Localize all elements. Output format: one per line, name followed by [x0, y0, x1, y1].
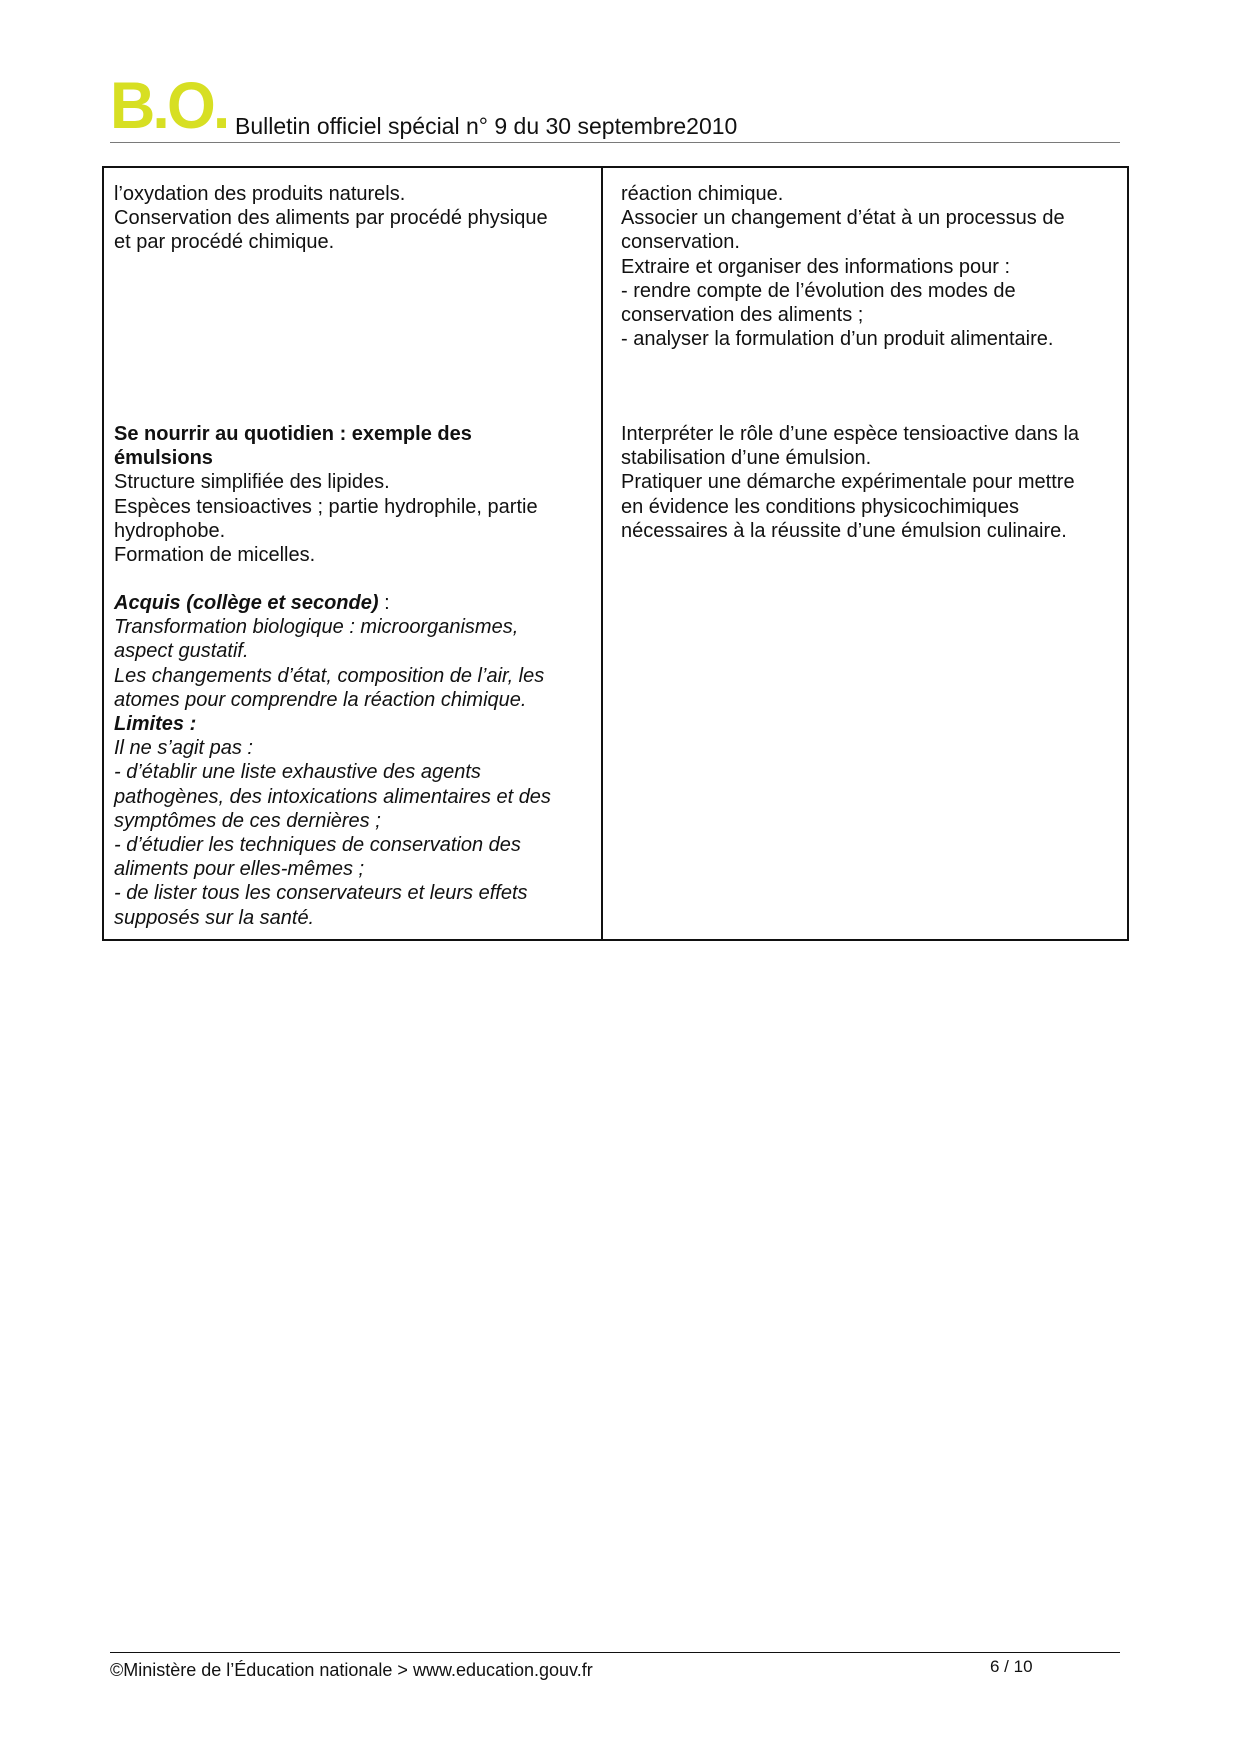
text-line: conservation.: [621, 231, 740, 254]
row1-right-cell: [621, 182, 1121, 351]
limites-line: supposés sur la santé.: [114, 906, 315, 929]
limites-line: pathogènes, des intoxications alimentaires et des: [114, 785, 551, 808]
page-header: [110, 68, 1120, 143]
limites-line: - de lister tous les conservateurs et leurs effets: [114, 882, 528, 905]
text-line: et par procédé chimique.: [114, 231, 335, 254]
page-number: 6 / 10: [990, 1657, 1033, 1676]
acquis-label: Acquis (collège et seconde): [114, 592, 379, 614]
column-divider: [601, 168, 603, 939]
text-line: nécessaires à la réussite d’une émulsion culinaire.: [621, 519, 1067, 542]
limites-line: aliments pour elles-mêmes ;: [114, 858, 365, 881]
limites-line: - d’étudier les techniques de conservation des: [114, 834, 521, 857]
row2-left-cell: [114, 422, 594, 567]
text-line: stabilisation d’une émulsion.: [621, 447, 872, 470]
text-line: Structure simplifiée des lipides.: [114, 471, 390, 494]
acquis-line: Les changements d’état, composition de l’air, les: [114, 664, 545, 687]
acquis-suffix: :: [378, 592, 390, 614]
acquis-line: aspect gustatif.: [114, 640, 249, 663]
text-line: en évidence les conditions physicochimiques: [621, 495, 1020, 518]
text-line: Interpréter le rôle d’une espèce tensioactive dans la: [621, 423, 1080, 445]
text-line: l’oxydation des produits naturels.: [114, 183, 406, 205]
acquis-limites-block: [114, 591, 594, 930]
section-heading: émulsions: [114, 447, 213, 470]
bo-logo: B.O.: [110, 68, 228, 142]
text-line: conservation des aliments ;: [621, 304, 864, 327]
text-line: Formation de micelles.: [114, 544, 316, 567]
bulletin-title: Bulletin officiel spécial n° 9 du 30 septembre2010: [235, 113, 738, 139]
limites-line: symptômes de ces dernières ;: [114, 809, 381, 832]
page-footer: [110, 1652, 1120, 1680]
limites-heading: Limites :: [114, 713, 197, 736]
section-heading: Se nourrir au quotidien : exemple des: [114, 423, 472, 445]
limites-line: - d’établir une liste exhaustive des agents: [114, 761, 481, 784]
text-line: - rendre compte de l’évolution des modes de: [621, 279, 1016, 302]
footer-copyright: ©Ministère de l’Éducation nationale > www.education.gouv.fr: [110, 1660, 593, 1680]
text-line: Espèces tensioactives ; partie hydrophile, partie: [114, 495, 538, 518]
text-line: - analyser la formulation d’un produit alimentaire.: [621, 328, 1054, 351]
text-line: réaction chimique.: [621, 183, 784, 205]
text-line: Associer un changement d’état à un processus de: [621, 207, 1065, 230]
program-table: [102, 166, 1129, 941]
text-line: Extraire et organiser des informations pour :: [621, 255, 1011, 278]
limites-line: Il ne s’agit pas :: [114, 737, 253, 760]
acquis-line: atomes pour comprendre la réaction chimique.: [114, 688, 527, 711]
row2-right-cell: [621, 422, 1121, 543]
acquis-heading: [114, 591, 594, 615]
text-line: hydrophobe.: [114, 519, 226, 542]
acquis-line: Transformation biologique : microorganismes,: [114, 616, 519, 639]
row1-left-cell: [114, 182, 594, 255]
text-line: Conservation des aliments par procédé physique: [114, 207, 548, 230]
text-line: Pratiquer une démarche expérimentale pour mettre: [621, 471, 1075, 494]
